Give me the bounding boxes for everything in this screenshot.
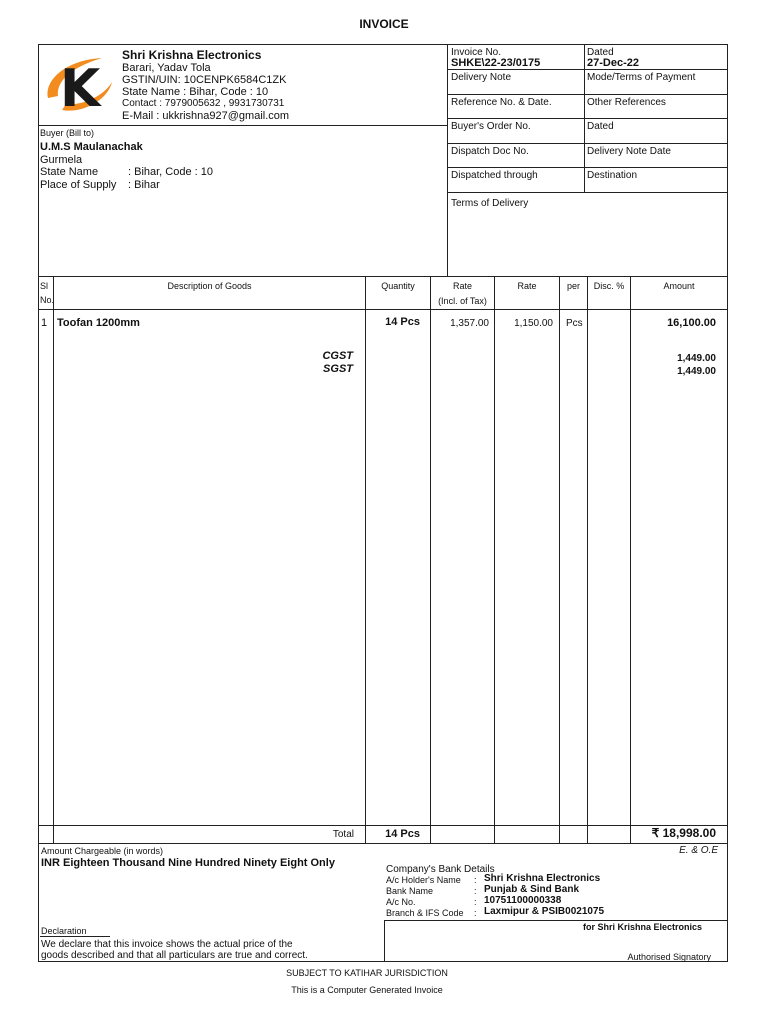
bank-holder-label: A/c Holder's Name	[386, 875, 461, 885]
invoice-no-label: Invoice No.	[451, 47, 502, 58]
header-per: per	[566, 281, 580, 291]
amount-in-words: INR Eighteen Thousand Nine Hundred Ninety Eight Only	[41, 857, 335, 869]
authorised-signatory: Authorised Signatory	[627, 952, 711, 962]
bank-holder-value: Shri Krishna Electronics	[484, 873, 601, 884]
dated-label: Dated	[587, 47, 614, 58]
buyer-state-label: State Name	[40, 166, 99, 178]
total-amount: ₹ 18,998.00	[651, 826, 716, 840]
invoice-no-value: SHKE\22-23/0175	[451, 57, 541, 69]
for-company: for Shri Krishna Electronics	[582, 922, 702, 932]
header-rate-incl-sub: (Incl. of Tax)	[438, 296, 487, 306]
row-quantity: 14 Pcs	[385, 316, 420, 328]
buyer-state-value: : Bihar, Code : 10	[128, 166, 213, 178]
jurisdiction-note: SUBJECT TO KATIHAR JURISDICTION	[286, 968, 448, 978]
other-references-label: Other References	[587, 97, 666, 108]
buyer-name: U.M.S Maulanachak	[40, 141, 143, 153]
row-rate: 1,150.00	[514, 318, 553, 329]
bank-colon: :	[474, 897, 477, 907]
total-quantity: 14 Pcs	[385, 828, 420, 840]
svg-text:K: K	[60, 59, 101, 116]
bank-branch-value: Laxmipur & PSIB0021075	[484, 906, 605, 917]
dispatched-through-label: Dispatched through	[451, 170, 538, 181]
bank-colon: :	[474, 886, 477, 896]
buyers-order-label: Buyer's Order No.	[451, 121, 531, 132]
buyer-place-value: : Bihar	[128, 179, 160, 191]
row-amount: 16,100.00	[667, 317, 716, 329]
dated2-label: Dated	[587, 121, 614, 132]
computer-generated-note: This is a Computer Generated Invoice	[291, 985, 443, 995]
bank-colon: :	[474, 875, 477, 885]
header-rate: Rate	[517, 281, 537, 291]
header-rate-incl: Rate	[452, 281, 472, 291]
delivery-note-date-label: Delivery Note Date	[587, 146, 671, 157]
buyer-place-label: Place of Supply	[40, 179, 117, 191]
seller-address: Barari, Yadav Tola	[122, 62, 211, 74]
bank-account-value: 10751100000338	[484, 895, 562, 906]
eoe-label: E. & O.E	[679, 845, 718, 856]
reference-label: Reference No. & Date.	[451, 97, 552, 108]
header-description: Description of Goods	[167, 281, 252, 291]
dispatch-doc-label: Dispatch Doc No.	[451, 146, 529, 157]
row-description: Toofan 1200mm	[57, 317, 140, 329]
mode-terms-label: Mode/Terms of Payment	[587, 72, 696, 83]
seller-gstin: GSTIN/UIN: 10CENPK6584C1ZK	[122, 74, 287, 86]
seller-name: Shri Krishna Electronics	[122, 48, 262, 62]
row-sl: 1	[41, 317, 48, 329]
amount-words-label: Amount Chargeable (in words)	[41, 846, 164, 856]
seller-contact: Contact : 7979005632 , 9931730731	[122, 98, 285, 109]
header-no: No.	[40, 295, 55, 305]
row-rate-incl: 1,357.00	[450, 318, 489, 329]
seller-state: State Name : Bihar, Code : 10	[122, 86, 269, 98]
buyer-address: Gurmela	[40, 154, 83, 166]
buyer-label: Buyer (Bill to)	[40, 128, 95, 138]
bank-account-label: A/c No.	[386, 897, 416, 907]
destination-label: Destination	[587, 170, 638, 181]
seller-email: E-Mail : ukkrishna927@gmail.com	[122, 110, 290, 122]
header-disc: Disc. %	[593, 281, 625, 291]
header-quantity: Quantity	[381, 281, 415, 291]
tax-amount-cgst: 1,449.00	[677, 353, 716, 364]
tax-amount-sgst: 1,449.00	[677, 366, 716, 377]
bank-name-value: Punjab & Sind Bank	[484, 884, 580, 895]
header-amount: Amount	[663, 281, 695, 291]
bank-title: Company's Bank Details	[386, 864, 495, 875]
delivery-note-label: Delivery Note	[451, 72, 512, 83]
header-sl: Sl	[40, 281, 49, 291]
bank-name-label: Bank Name	[386, 886, 434, 896]
declaration-line-1: We declare that this invoice shows the actual price of the	[41, 939, 293, 950]
tax-label-cgst: CGST	[322, 350, 353, 362]
total-label: Total	[332, 829, 354, 840]
row-per: Pcs	[566, 318, 583, 329]
company-logo	[42, 50, 116, 116]
terms-of-delivery-label: Terms of Delivery	[451, 198, 529, 209]
bank-colon: :	[474, 908, 477, 918]
declaration-line-2: goods described and that all particulars are true and correct.	[41, 950, 308, 961]
invoice-title: INVOICE	[359, 17, 409, 31]
dated-value: 27-Dec-22	[587, 57, 639, 69]
bank-branch-label: Branch & IFS Code	[386, 908, 464, 918]
declaration-label: Declaration	[41, 926, 87, 936]
tax-label-sgst: SGST	[323, 363, 353, 375]
